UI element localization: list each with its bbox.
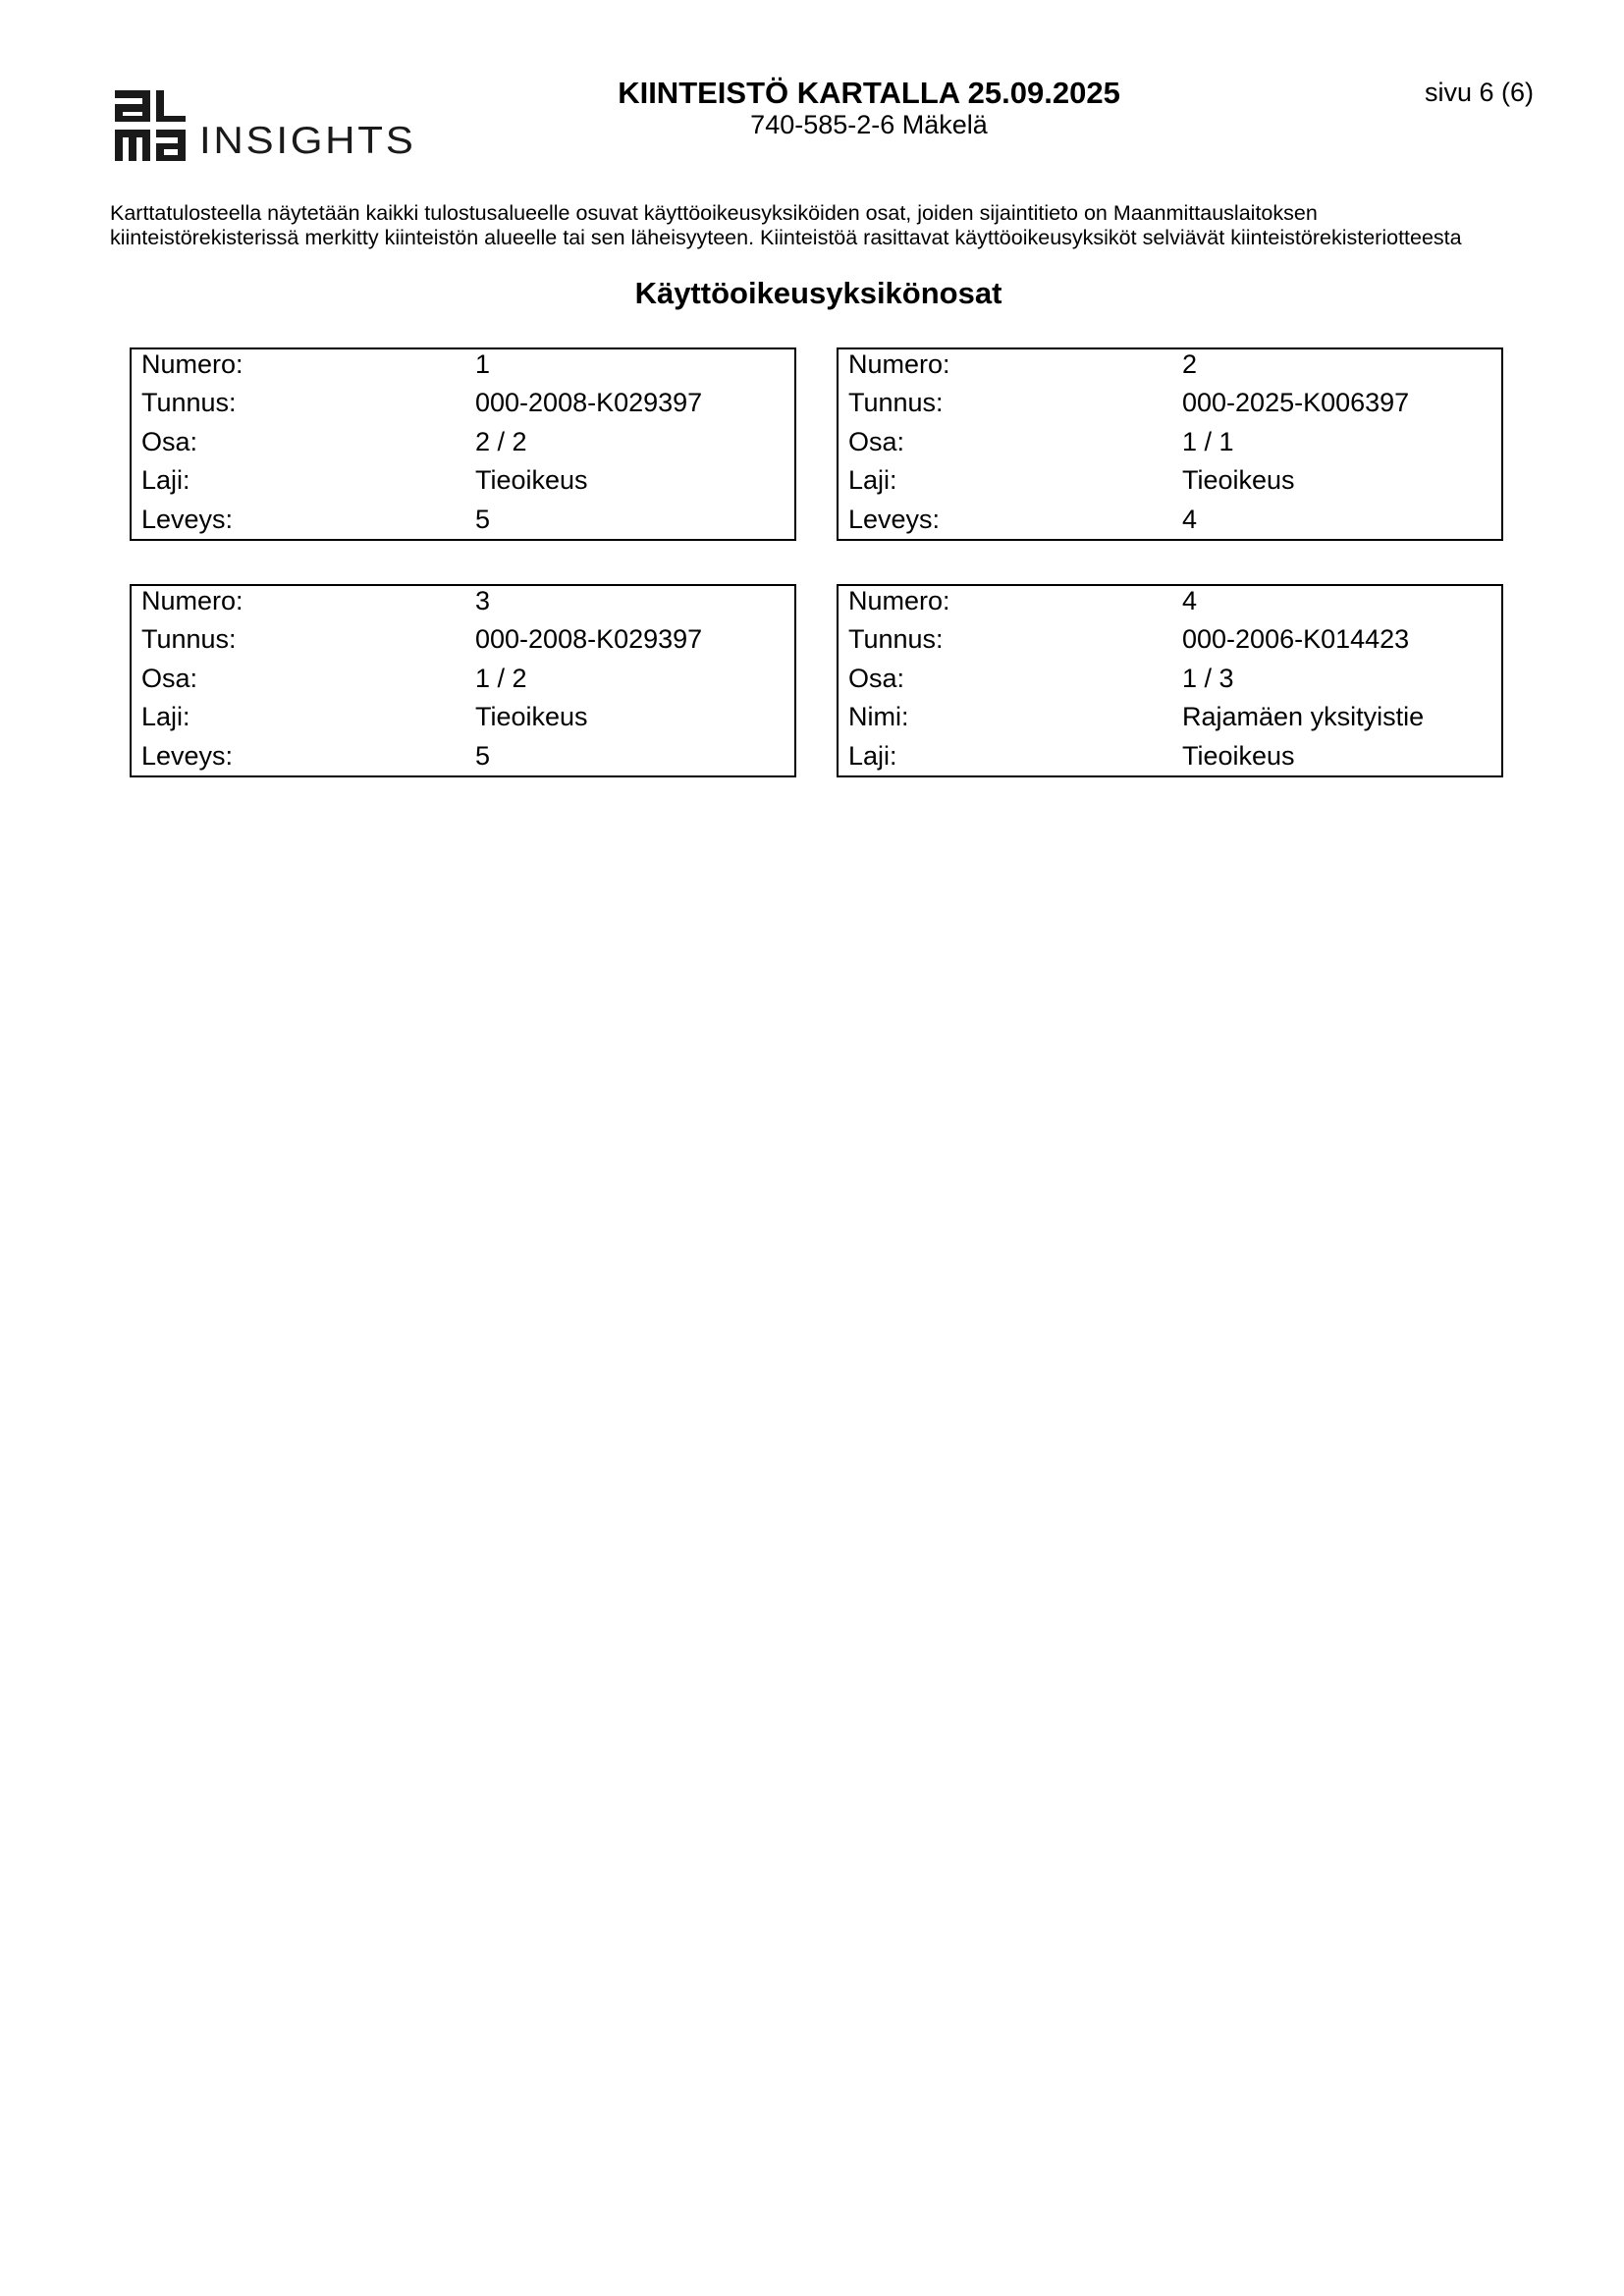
intro-paragraph: [110, 201, 1543, 250]
row-value: 000-2006-K014423: [1182, 624, 1410, 654]
logo-wordmark: INSIGHTS: [199, 120, 416, 162]
row-key: Numero:: [848, 586, 950, 615]
row-value: 4: [1182, 586, 1198, 615]
row-value: 2: [1182, 349, 1198, 379]
unit-card-3: [130, 584, 796, 777]
row-value: 1 / 2: [475, 664, 527, 693]
section-title: Käyttöoikeusyksikönosat: [634, 276, 1002, 310]
row-value: 5: [475, 505, 491, 534]
row-value: Tieoikeus: [475, 465, 588, 495]
row-key: Leveys:: [141, 741, 234, 771]
row-key: Laji:: [848, 741, 897, 771]
row-key: Numero:: [141, 586, 244, 615]
row-key: Leveys:: [848, 505, 941, 534]
row-value: Tieoikeus: [475, 702, 588, 731]
row-key: Laji:: [141, 465, 190, 495]
document-subtitle: 740-585-2-6 Mäkelä: [750, 110, 988, 139]
row-value: 000-2025-K006397: [1182, 388, 1410, 417]
row-key: Tunnus:: [848, 624, 944, 654]
row-value: 1 / 3: [1182, 664, 1234, 693]
row-value: 1: [475, 349, 491, 379]
row-key: Laji:: [848, 465, 897, 495]
row-key: Tunnus:: [141, 624, 237, 654]
intro-line: kiinteistörekisterissä merkitty kiinteistön alueelle tai sen läheisyyteen. Kiinteistöä rasittavat käyttöoikeusyksiköt selviävät kiinteistörekisteriotteesta: [110, 226, 1462, 249]
row-key: Numero:: [848, 349, 950, 379]
row-key: Nimi:: [848, 702, 909, 731]
intro-line: Karttatulosteella näytetään kaikki tulostusalueelle osuvat käyttöoikeusyksiköiden osat, joiden sijaintitieto on Maanmittauslaitoksen: [110, 201, 1318, 225]
row-key: Numero:: [141, 349, 244, 379]
unit-card-4: [837, 584, 1503, 777]
row-value: Tieoikeus: [1182, 741, 1295, 771]
row-value: Rajamäen yksityistie: [1182, 702, 1425, 731]
row-value: 1 / 1: [1182, 427, 1234, 456]
row-value: 000-2008-K029397: [475, 624, 703, 654]
row-value: 2 / 2: [475, 427, 527, 456]
row-value: 5: [475, 741, 491, 771]
document-title: KIINTEISTÖ KARTALLA 25.09.2025: [618, 76, 1120, 110]
row-key: Tunnus:: [848, 388, 944, 417]
unit-card-1: [130, 347, 796, 541]
page-number: sivu 6 (6): [1424, 78, 1534, 107]
row-value: 4: [1182, 505, 1198, 534]
row-key: Tunnus:: [141, 388, 237, 417]
row-key: Leveys:: [141, 505, 234, 534]
row-key: Osa:: [848, 427, 905, 456]
unit-card-2: [837, 347, 1503, 541]
row-key: Osa:: [141, 664, 198, 693]
row-value: 000-2008-K029397: [475, 388, 703, 417]
row-key: Osa:: [141, 427, 198, 456]
row-key: Laji:: [141, 702, 190, 731]
row-value: 3: [475, 586, 491, 615]
row-key: Osa:: [848, 664, 905, 693]
row-value: Tieoikeus: [1182, 465, 1295, 495]
